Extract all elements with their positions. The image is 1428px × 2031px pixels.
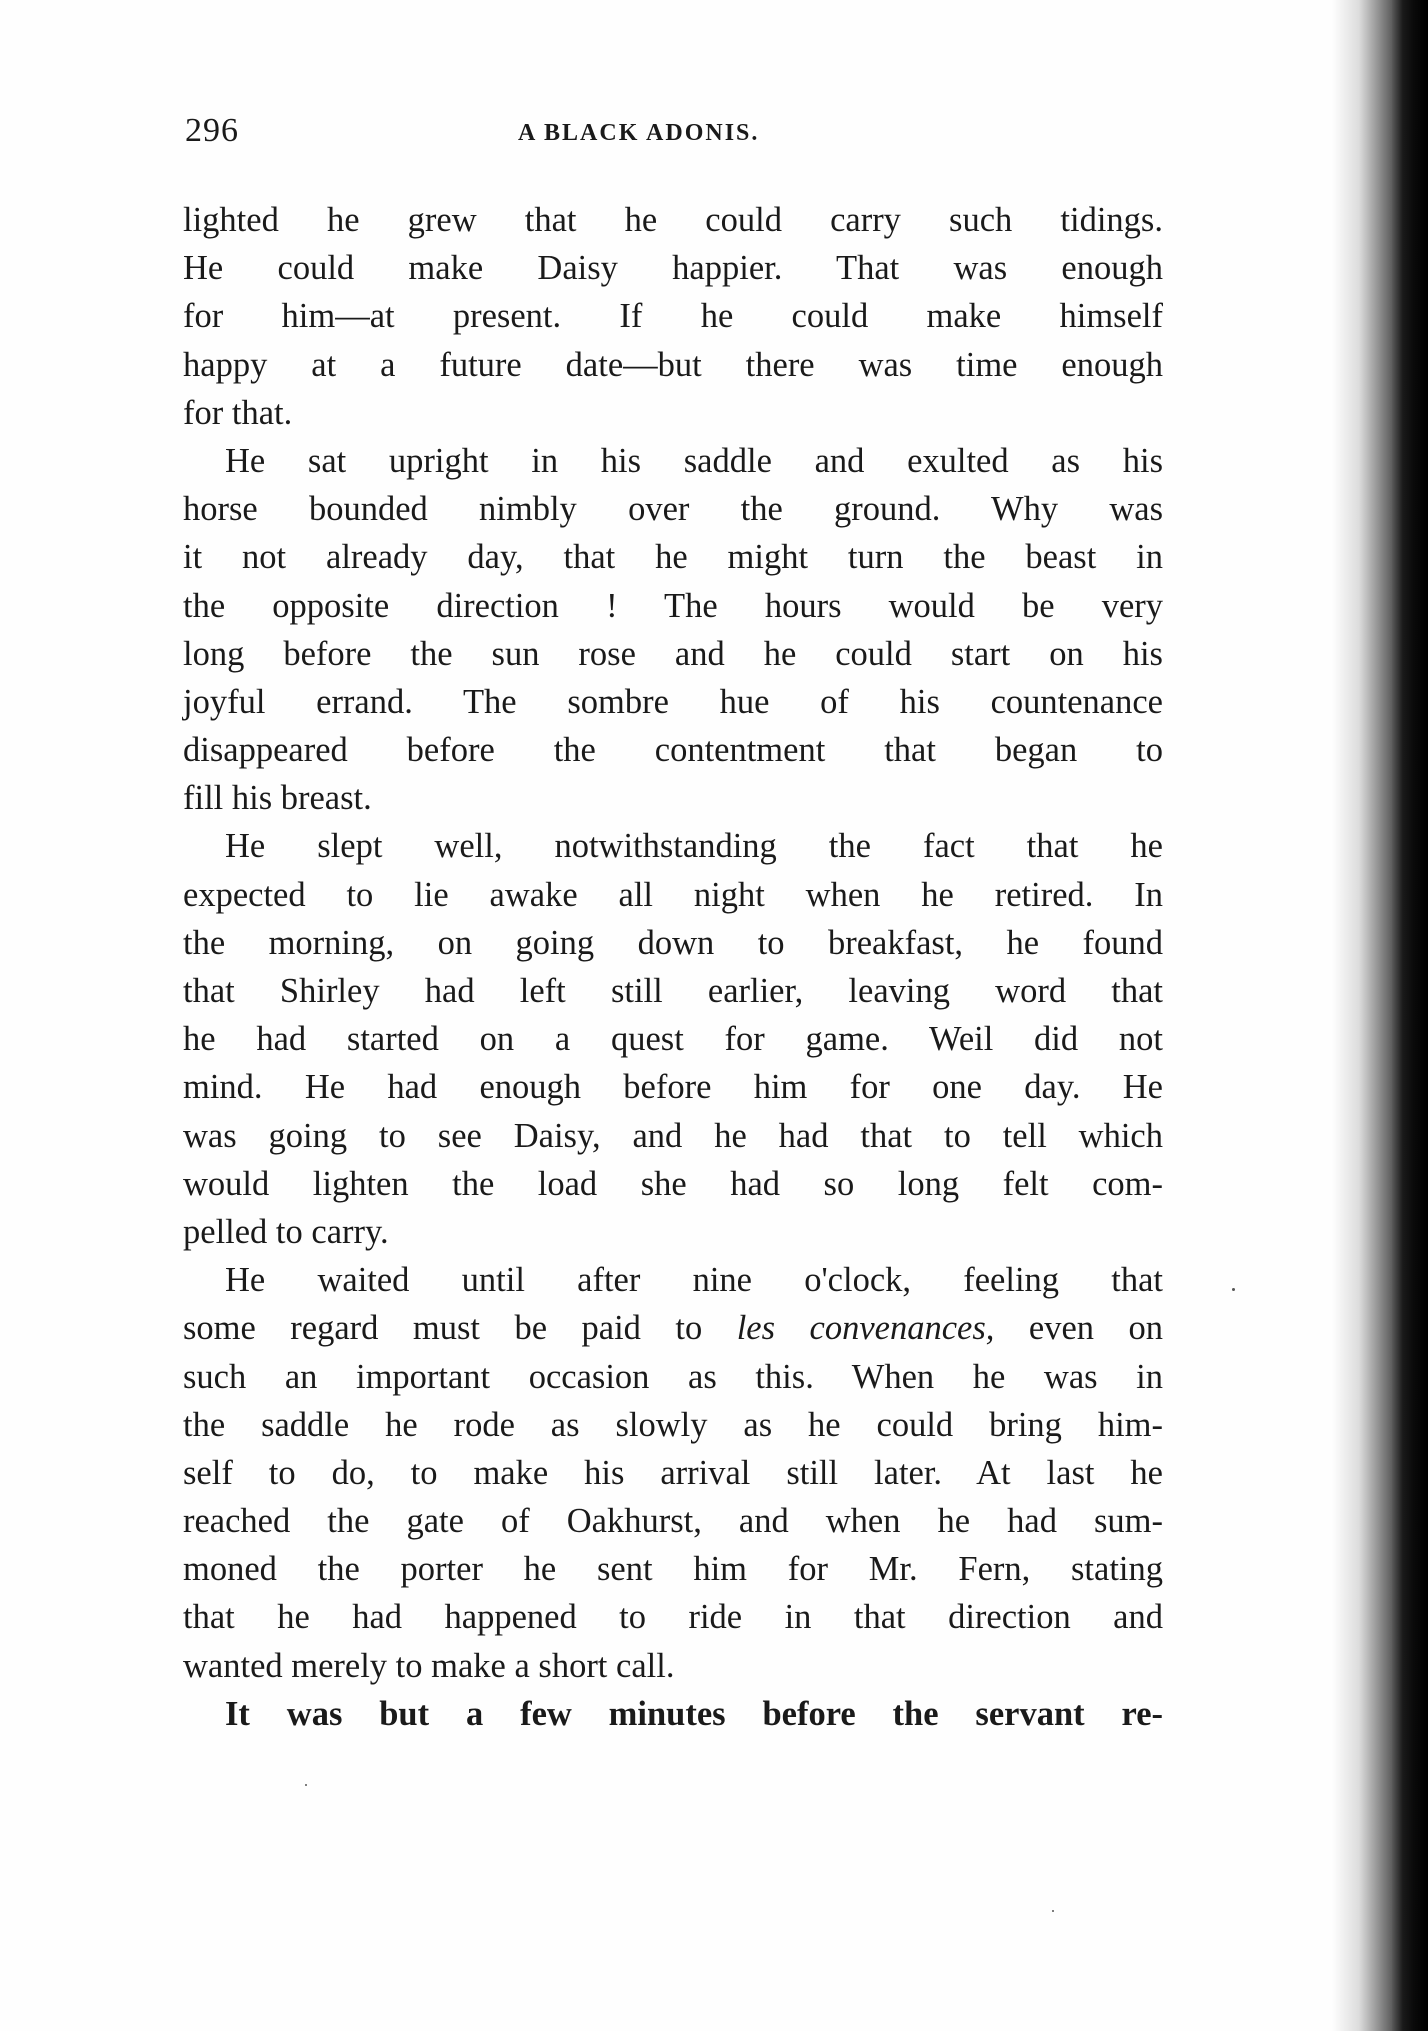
body-text [183, 196, 1163, 1738]
paragraph [183, 1690, 1163, 1738]
text-line: self to do, to make his arrival still later. At last he [183, 1453, 1163, 1492]
paragraph [183, 822, 1163, 1256]
paragraph [183, 437, 1163, 823]
text-line: reached the gate of Oakhurst, and when he had sum- [183, 1502, 1163, 1541]
text-line: It was but a few minutes before the servant re- [225, 1694, 1163, 1733]
text-line: joyful errand. The sombre hue of his countenance [183, 682, 1163, 721]
text-line: the morning, on going down to breakfast, he found [183, 923, 1163, 962]
text-line: expected to lie awake all night when he retired. In [183, 875, 1163, 914]
text-line: would lighten the load she had so long felt com- [183, 1164, 1163, 1203]
text-line: it not already day, that he might turn the beast in [183, 538, 1163, 577]
running-title: A BLACK ADONIS. [518, 120, 760, 146]
text-line: He sat upright in his saddle and exulted as his [225, 441, 1163, 480]
page-number: 296 [185, 112, 239, 149]
text-line: for that. [183, 393, 293, 432]
text-line: long before the sun rose and he could start on his [183, 634, 1163, 673]
scan-speck [1052, 1910, 1054, 1912]
foreign-phrase: les convenances, [736, 1309, 995, 1348]
running-head [185, 112, 1185, 162]
paragraph [183, 196, 1163, 437]
text-line: pelled to carry. [183, 1212, 389, 1251]
text-line: mind. He had enough before him for one day. He [183, 1068, 1163, 1107]
text-line: he had started on a quest for game. Weil did not [183, 1020, 1163, 1059]
text-line: He slept well, notwithstanding the fact that he [225, 827, 1163, 866]
text-line: the opposite direction ! The hours would be very [183, 586, 1163, 625]
text-segment: some regard must be paid to [183, 1309, 703, 1348]
text-line: happy at a future date—but there was time enough [183, 345, 1163, 384]
scan-speck [305, 1784, 307, 1786]
text-line: lighted he grew that he could carry such tidings. [183, 201, 1163, 239]
text-line: the saddle he rode as slowly as he could bring him- [183, 1405, 1163, 1444]
text-line: was going to see Daisy, and he had that to tell which [183, 1116, 1163, 1155]
text-line: that Shirley had left still earlier, leaving word that [183, 972, 1163, 1010]
paragraph [183, 1256, 1163, 1690]
text-line: for him—at present. If he could make himself [183, 297, 1163, 336]
text-line: horse bounded nimbly over the ground. Why was [183, 490, 1163, 529]
text-segment: even on [1028, 1309, 1163, 1348]
text-line: such an important occasion as this. When he was in [183, 1357, 1163, 1396]
text-line: disappeared before the contentment that began to [183, 731, 1163, 770]
scan-speck [1232, 1288, 1235, 1291]
text-line-with-foreign-phrase [183, 1304, 1163, 1352]
text-line: He could make Daisy happier. That was enough [183, 249, 1163, 288]
binding-edge [1392, 0, 1428, 2031]
text-line: wanted merely to make a short call. [183, 1646, 675, 1685]
text-line: moned the porter he sent him for Mr. Fern, stating [183, 1550, 1163, 1589]
text-line: He waited until after nine o'clock, feeling that [225, 1261, 1163, 1300]
binding-shadow [1332, 0, 1392, 2031]
text-line: that he had happened to ride in that direction and [183, 1598, 1163, 1637]
text-line: fill his breast. [183, 779, 372, 818]
